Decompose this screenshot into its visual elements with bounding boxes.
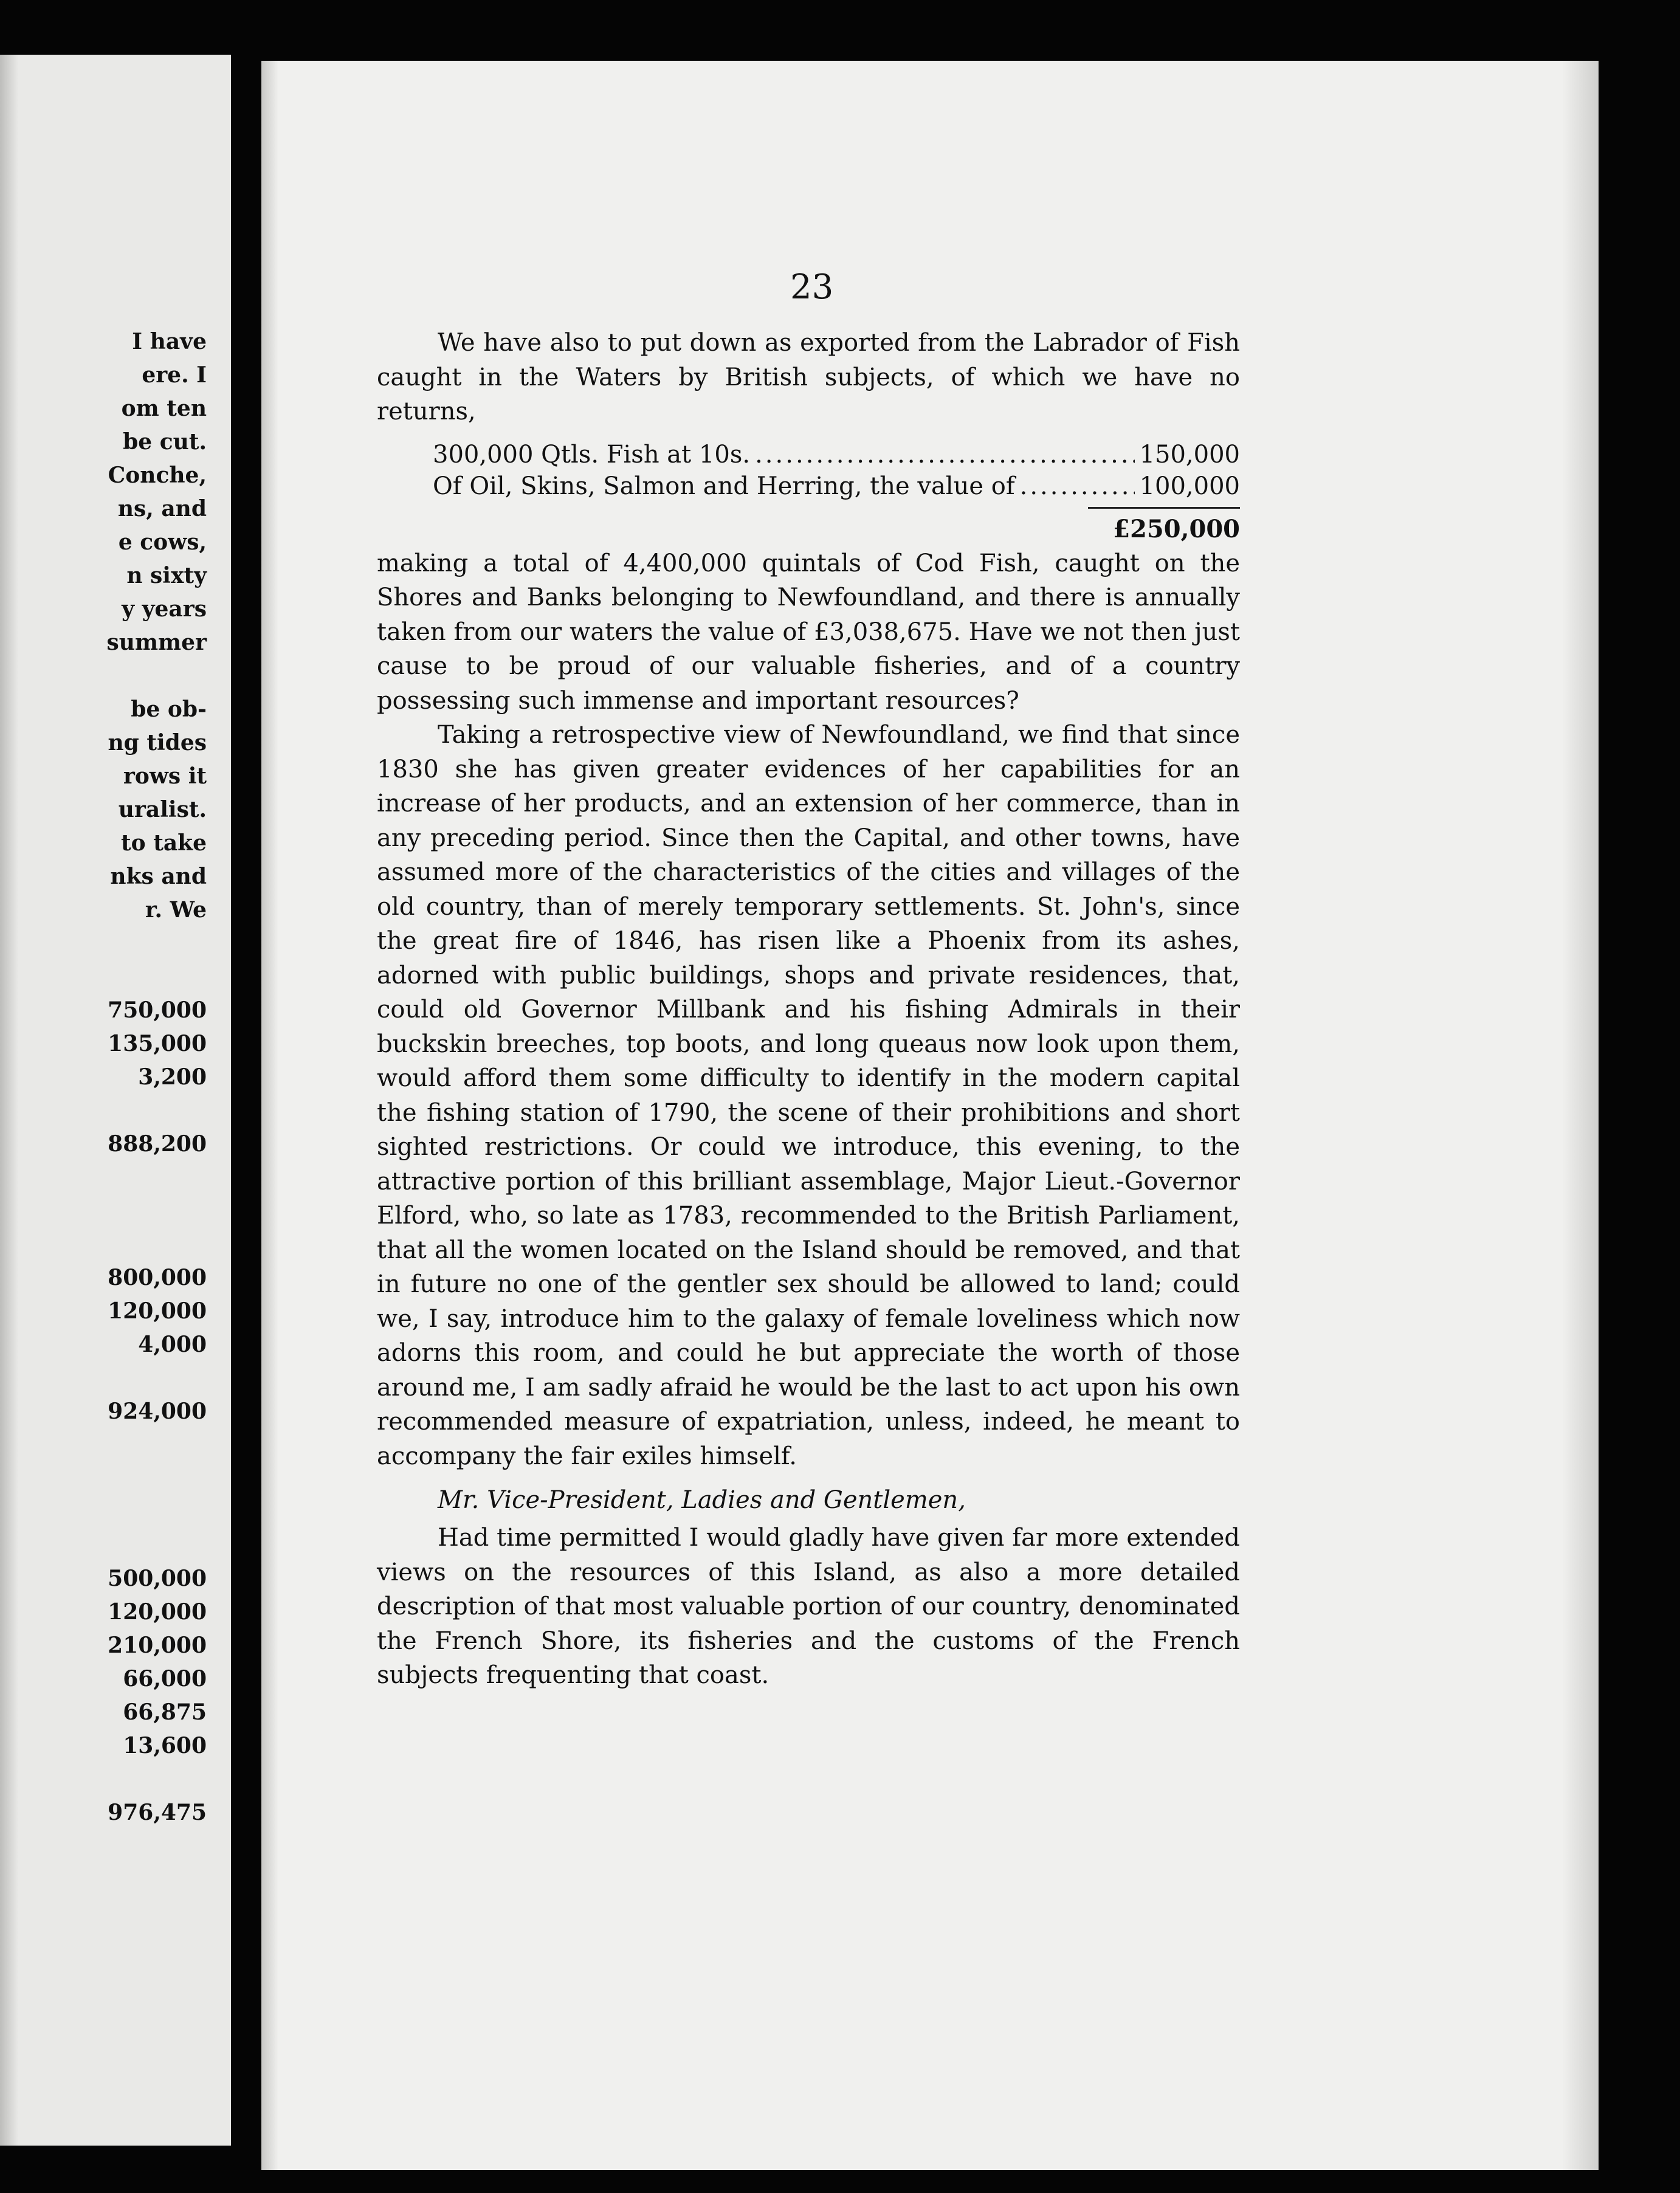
left-page-line: Conche,: [108, 463, 207, 488]
left-page-line: e cows,: [118, 529, 207, 555]
left-page-line: ng tides: [108, 730, 207, 756]
left-page-line: 800,000: [108, 1265, 207, 1290]
left-page-line: I have: [132, 329, 207, 354]
left-page-line: [0, 1428, 231, 1462]
left-page-line: [0, 659, 231, 693]
left-page-line: [0, 1495, 231, 1529]
left-page-line: 66,875: [123, 1699, 207, 1725]
body-paragraph-1: making a total of 4,400,000 quintals of Cod Fish, caught on the Shores and Banks belonging to Newfoundland, and there is annually taken from our waters the value of £3,038,675. Have we not then just cause to be proud of our valuable fisheries, and of a country possessing such immense and important resources?: [377, 549, 1240, 715]
body-paragraph-2: Taking a retrospective view of Newfoundland, we find that since 1830 she has given greater evidences of her capabilities for an increase of her products, and an extension of her commerce, than in any preceding period. Since then the Capital, and other towns, have assumed more of the characteristics of the cities and villages of the old country, than of merely temporary settlements. St. John's, since the great fire of 1846, has risen like a Phoenix from its ashes, adorned with public buildings, shops and private residences, that, could old Governor Millbank and his fishing Admirals in their buckskin breeches, top boots, and long queaus now look upon them, would afford them some difficulty to identify in the modern capital the fishing station of 1790, the scene of their prohibitions and short sighted restrictions. Or could we introduce, this evening, to the attractive portion of this brilliant assemblage, Major Lieut.-Governor Elford, who, so late as 1783, recommended to the British Parliament, that all the women located on the Island should be removed, and that in future no one of the gentler sex should be allowed to land; could we, I say, introduce him to the galaxy of female loveliness which now adorns this room, and could he but appreciate the worth of those around me, I am sadly afraid he would be the last to act upon his own recommended measure of expatriation, unless, indeed, he meant to accompany the fair exiles himself.: [377, 721, 1240, 1470]
page-gutter-shadow: [261, 61, 278, 2170]
left-page-line: [0, 960, 231, 994]
left-page-line: to take: [121, 830, 207, 856]
left-page-line: [0, 1763, 231, 1796]
left-page-line: 66,000: [123, 1666, 207, 1692]
left-page-line: 13,600: [123, 1733, 207, 1758]
leader-dots: [1020, 470, 1135, 502]
left-page-line: 888,200: [108, 1131, 207, 1157]
ledger-row: [377, 470, 1240, 502]
left-page-line: summer: [106, 630, 207, 655]
left-page: [0, 55, 231, 2146]
page-edge-shadow: [1562, 61, 1599, 2170]
left-page-line: [0, 1094, 231, 1127]
text-column: [377, 326, 1240, 1693]
left-page-line: [0, 1228, 231, 1261]
ledger-amount: 100,000: [1139, 472, 1240, 500]
total-rule: [1088, 507, 1240, 509]
left-page-text: [0, 325, 231, 1830]
leader-dots: [755, 439, 1135, 470]
left-page-line: 3,200: [138, 1064, 207, 1090]
salutation: Mr. Vice-President, Ladies and Gentlemen,: [438, 1486, 966, 1514]
intro-paragraph: We have also to put down as exported from the Labrador of Fish caught in the Waters by British subjects, of which we have no returns,: [377, 329, 1240, 425]
left-page-line: ere. I: [142, 362, 207, 388]
left-page-line: r. We: [145, 897, 207, 923]
ledger-desc: 300,000 Qtls. Fish at 10s.: [433, 440, 751, 469]
left-page-line: uralist.: [118, 797, 207, 822]
left-page-line: [0, 1362, 231, 1395]
left-page-line: 120,000: [108, 1298, 207, 1324]
left-page-line: om ten: [121, 396, 207, 421]
left-page-line: 500,000: [108, 1566, 207, 1591]
left-page-line: 120,000: [108, 1599, 207, 1625]
left-page-line: [0, 1462, 231, 1495]
left-page-line: ns, and: [117, 496, 207, 522]
left-page-line: be cut.: [123, 429, 207, 455]
left-page-line: 135,000: [108, 1031, 207, 1056]
page-number: 23: [790, 267, 834, 307]
left-page-line: 976,475: [108, 1800, 207, 1825]
left-page-line: be ob-: [131, 697, 207, 722]
left-page-line: [0, 1529, 231, 1562]
left-page-line: 4,000: [138, 1332, 207, 1357]
left-page-line: n sixty: [126, 563, 207, 588]
ledger-total: £250,000: [1113, 514, 1240, 543]
left-page-line: rows it: [123, 763, 207, 789]
left-page-line: 750,000: [108, 997, 207, 1023]
left-page-line: [0, 1194, 231, 1228]
ledger-desc: Of Oil, Skins, Salmon and Herring, the value of: [433, 472, 1015, 500]
left-page-line: [0, 927, 231, 960]
left-page-line: y years: [122, 596, 207, 622]
left-page-line: 924,000: [108, 1399, 207, 1424]
export-ledger: [377, 439, 1240, 546]
left-page-line: [0, 1161, 231, 1194]
ledger-amount: 150,000: [1139, 440, 1240, 469]
closing-paragraph: Had time permitted I would gladly have given far more extended views on the resources of this Island, as also a more detailed description of that most valuable portion of our country, denominated the French Shore, its fisheries and the customs of the French subjects frequenting that coast.: [377, 1524, 1240, 1689]
ledger-row: [377, 439, 1240, 470]
left-page-line: nks and: [110, 864, 207, 889]
left-page-line: 210,000: [108, 1633, 207, 1658]
